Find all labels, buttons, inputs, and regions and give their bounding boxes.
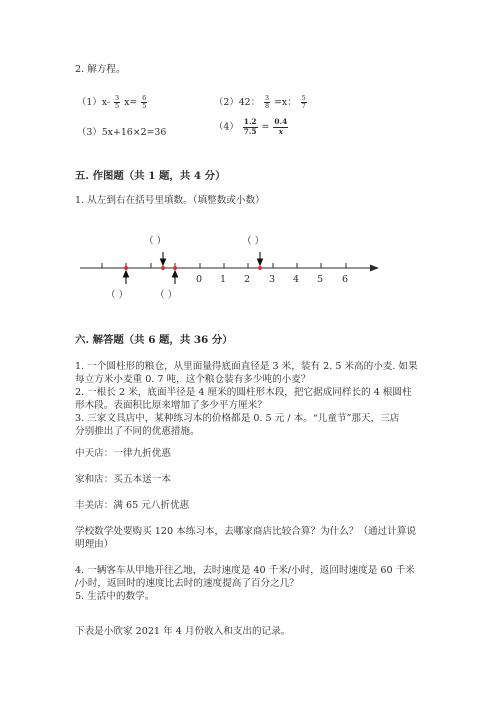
question-text: 下表是小欣家 2021 年 4 月份收入和支出的记录。 bbox=[75, 626, 291, 637]
red-dot bbox=[173, 266, 177, 270]
answer-blank: （ ） bbox=[106, 290, 129, 301]
red-dot bbox=[161, 266, 165, 270]
equation-term: =x： bbox=[274, 97, 297, 108]
fraction-numerator: 6 bbox=[142, 94, 147, 102]
number-line-arrowhead bbox=[370, 265, 379, 272]
down-arrowhead bbox=[258, 259, 263, 265]
question-text: 分别推出了不同的优惠措施。 bbox=[75, 426, 200, 437]
equation-label: （3） bbox=[77, 127, 102, 138]
equation-term: 42： bbox=[238, 97, 261, 108]
up-arrowhead bbox=[173, 271, 178, 277]
fraction-denominator: 7 bbox=[301, 102, 306, 110]
answer-blank: （ ） bbox=[155, 290, 178, 301]
equation-term: x= bbox=[124, 97, 138, 108]
store-offer: 家和店：买五本送一本 bbox=[75, 474, 171, 485]
question-text: 学校数学处要购买 120 本练习本，去哪家商店比较合算？为什么？（通过计算说 bbox=[75, 526, 417, 537]
section-title: 五. 作图题（共 1 题，共 4 分） bbox=[75, 170, 226, 182]
fraction-denominator: 7.5 bbox=[243, 126, 257, 136]
fraction-numerator: 1.2 bbox=[243, 117, 257, 126]
equation-heading: 2. 解方程。 bbox=[75, 64, 126, 75]
equation-term: 5x+16×2=36 bbox=[101, 127, 167, 138]
fraction-denominator: 5 bbox=[142, 102, 147, 110]
tick-label: 6 bbox=[342, 274, 349, 285]
tick-label: 4 bbox=[293, 274, 300, 285]
equation-label: （2） bbox=[214, 97, 239, 108]
red-dot bbox=[124, 266, 128, 270]
fraction-numerator: 3 bbox=[115, 94, 120, 102]
question-text: 1. 从左到右在括号里填数。（填整数或小数） bbox=[75, 195, 265, 206]
fraction-denominator: x bbox=[278, 126, 284, 136]
section-title: 六. 解答题（共 6 题，共 36 分） bbox=[75, 334, 233, 346]
tick-label: 1 bbox=[220, 274, 227, 285]
fraction-denominator: 8 bbox=[265, 102, 270, 110]
answer-blank: （ ） bbox=[144, 236, 167, 247]
question-text: 每立方米小麦重 0. 7 吨，这个粮仓装有多少吨的小麦？ bbox=[75, 374, 311, 385]
up-arrowhead bbox=[124, 271, 129, 277]
question-text: 明理由） bbox=[75, 539, 114, 550]
answer-blank: （ ） bbox=[242, 236, 265, 247]
tick-label: 0 bbox=[196, 274, 203, 285]
question-text: 形木段。表面积比原来增加了多少平方厘米？ bbox=[75, 400, 267, 411]
equation-label: （4） bbox=[214, 121, 239, 133]
equation-term: x- bbox=[101, 97, 111, 108]
tick-label: 5 bbox=[317, 274, 324, 285]
tick-label: 2 bbox=[244, 274, 251, 285]
question-text: 4. 一辆客车从甲地开往乙地，去时速度是 40 千米/小时，返回时速度是 60 千米 bbox=[75, 565, 415, 576]
store-offer: 丰美店：满 65 元八折优惠 bbox=[75, 500, 190, 511]
down-arrowhead bbox=[161, 259, 166, 265]
fraction-numerator: 5 bbox=[301, 94, 306, 102]
question-text: 1. 一个圆柱形的粮仓，从里面量得底面直径是 3 米，装有 2. 5 米高的小麦. 如果 bbox=[75, 361, 418, 372]
question-text: 3. 三家文具店中，某种练习本的价格都是 0. 5 元 / 本。“儿童节”那天，三店 bbox=[75, 413, 400, 424]
tick-label: 3 bbox=[269, 274, 276, 285]
number-line-ticks bbox=[102, 263, 346, 268]
store-offer: 中天店：一律九折优惠 bbox=[75, 448, 171, 459]
question-text: 2. 一根长 2 米，底面半径是 4 厘米的圆柱形木段，把它据成同样长的 4 根圆柱 bbox=[75, 387, 412, 398]
fraction-numerator: 0.4 bbox=[274, 117, 288, 126]
red-dot bbox=[258, 266, 262, 270]
question-text: /小时，返回时的速度比去时的速度提高了百分之几？ bbox=[75, 578, 299, 589]
fraction-numerator: 3 bbox=[265, 94, 270, 102]
fraction-denominator: 5 bbox=[115, 102, 120, 110]
equation-label: （1） bbox=[77, 97, 102, 108]
equation-term: = bbox=[261, 121, 270, 133]
question-text: 5. 生活中的数学。 bbox=[75, 591, 155, 602]
